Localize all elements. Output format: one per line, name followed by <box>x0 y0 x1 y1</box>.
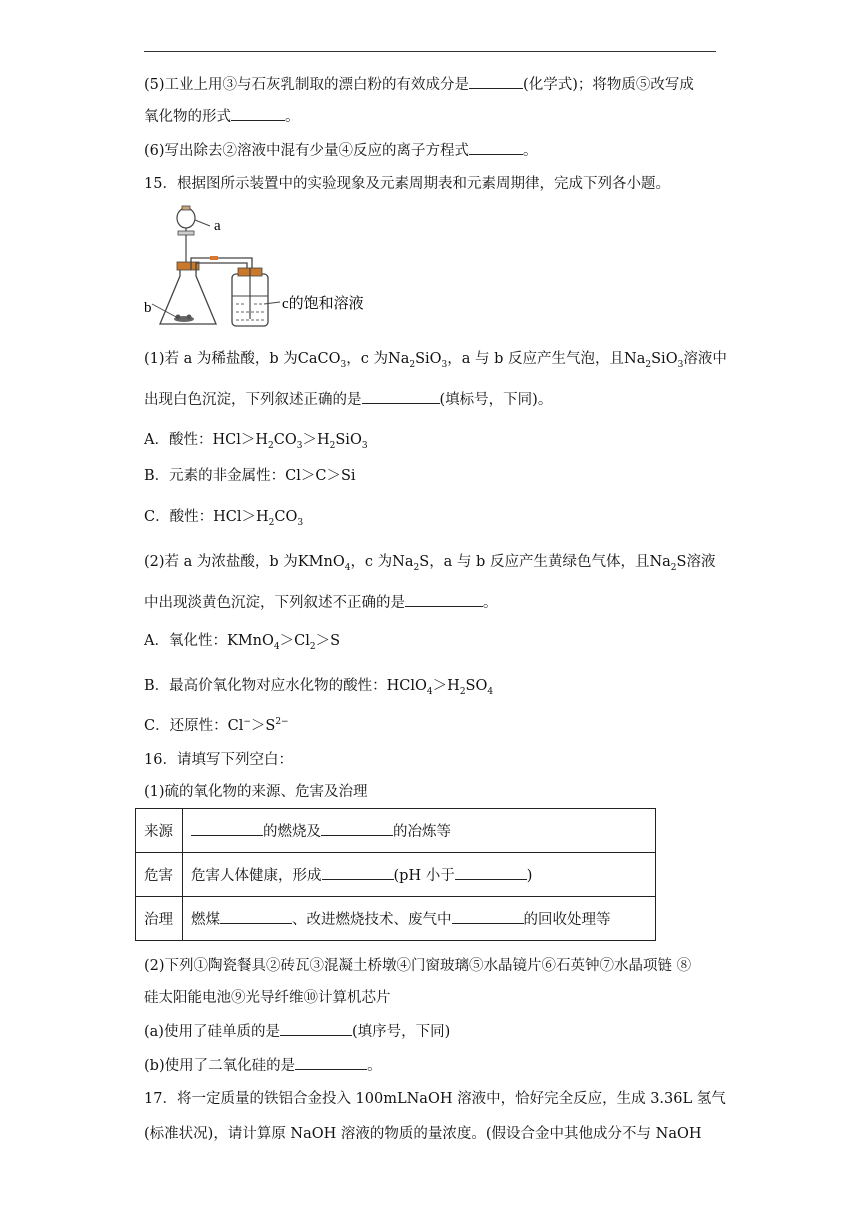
answer-blank[interactable] <box>295 1055 367 1070</box>
q15-option-B1: B．元素的非金属性：Cl＞C＞Si <box>144 468 356 484</box>
q15-option-C1: C．酸性：$HCl>H_2CO_3$ <box>144 509 304 528</box>
answer-blank[interactable] <box>321 821 393 836</box>
q16-part-a: (a)使用了硅单质的是 (填序号，下同) <box>144 1021 450 1042</box>
table-cell: 燃煤 、改进燃烧技术、废气中 的回收处理等 <box>183 897 656 941</box>
q15-part2-line1: (2)若 a 为浓盐酸，b 为KMnO$_4$，c 为$Na_2S$，a 与 b 反应产生黄绿色气体，且$Na_2S$溶液 <box>144 554 716 573</box>
table-row-head: 来源 <box>136 809 183 853</box>
label-c: c的饱和溶液 <box>282 296 364 312</box>
q15-part1-line1: (1)若 a 为稀盐酸，b 为CaCO$_3$，c 为$Na_2SiO_3$，a 与 b 反应产生气泡，且$Na_2SiO_3$溶液中 <box>144 351 727 370</box>
q17-line1: 17．将一定质量的铁铝合金投入 100mLNaOH 溶液中，恰好完全反应，生成 3.36L 氢气 <box>144 1091 726 1107</box>
q14-part5-line2: 氧化物的形式 。 <box>144 106 300 127</box>
answer-blank[interactable] <box>191 821 263 836</box>
q15-option-A1: A．酸性：$HCl>H_2CO_3>H_2SiO_3$ <box>144 432 368 451</box>
label-a: a <box>214 218 221 234</box>
q15-option-A2: A．氧化性：$KMnO_4>Cl_2>S$ <box>144 633 341 652</box>
q15-option-C2: C．还原性：$Cl^->S^{2-}$ <box>144 717 289 734</box>
answer-blank[interactable] <box>322 865 394 880</box>
q14-part6: (6)写出除去②溶液中混有少量④反应的离子方程式 。 <box>144 140 538 161</box>
q16-part1: (1)硫的氧化物的来源、危害及治理 <box>144 784 368 800</box>
q16-part2-line2: 硅太阳能电池⑨光导纤维⑩计算机芯片 <box>144 990 391 1006</box>
table-row-head: 危害 <box>136 853 183 897</box>
q17-line2: (标准状况)，请计算原 NaOH 溶液的物质的量浓度。(假设合金中其他成分不与 NaOH <box>144 1126 702 1142</box>
table-cell: 危害人体健康，形成 (pH 小于 ) <box>183 853 656 897</box>
top-divider <box>144 51 716 52</box>
answer-blank[interactable] <box>469 140 523 155</box>
sulfur-oxide-table <box>135 808 656 941</box>
table-cell: 的燃烧及 的冶炼等 <box>183 809 656 853</box>
answer-blank[interactable] <box>280 1021 352 1036</box>
apparatus-diagram <box>144 204 374 329</box>
q15-part2-line2: 中出现淡黄色沉淀，下列叙述不正确的是 。 <box>144 592 498 613</box>
q15-stem: 15．根据图所示装置中的实验现象及元素周期表和元素周期律，完成下列各小题。 <box>144 176 670 192</box>
table-row-head: 治理 <box>136 897 183 941</box>
q16-stem: 16．请填写下列空白： <box>144 752 293 768</box>
table-row <box>136 897 656 941</box>
q14-part5-line1: (5)工业上用③与石灰乳制取的漂白粉的有效成分是 (化学式)；将物质⑤改写成 <box>144 74 694 95</box>
table-row <box>136 853 656 897</box>
answer-blank[interactable] <box>362 389 440 404</box>
q16-part2-line1: (2)下列①陶瓷餐具②砖瓦③混凝土桥墩④门窗玻璃⑤水晶镜片⑥石英钟⑦水晶项链 ⑧ <box>144 958 692 974</box>
q15-part1-line2: 出现白色沉淀，下列叙述正确的是 (填标号，下同)。 <box>144 389 552 410</box>
answer-blank[interactable] <box>220 909 292 924</box>
table-row <box>136 809 656 853</box>
answer-blank[interactable] <box>469 74 523 89</box>
q16-part-b: (b)使用了二氧化硅的是 。 <box>144 1055 382 1076</box>
answer-blank[interactable] <box>455 865 527 880</box>
q15-option-B2: B．最高价氧化物对应水化物的酸性：$HClO_4>H_2SO_4$ <box>144 678 494 697</box>
answer-blank[interactable] <box>405 592 483 607</box>
label-b: b <box>144 300 152 316</box>
answer-blank[interactable] <box>452 909 524 924</box>
answer-blank[interactable] <box>231 106 285 121</box>
